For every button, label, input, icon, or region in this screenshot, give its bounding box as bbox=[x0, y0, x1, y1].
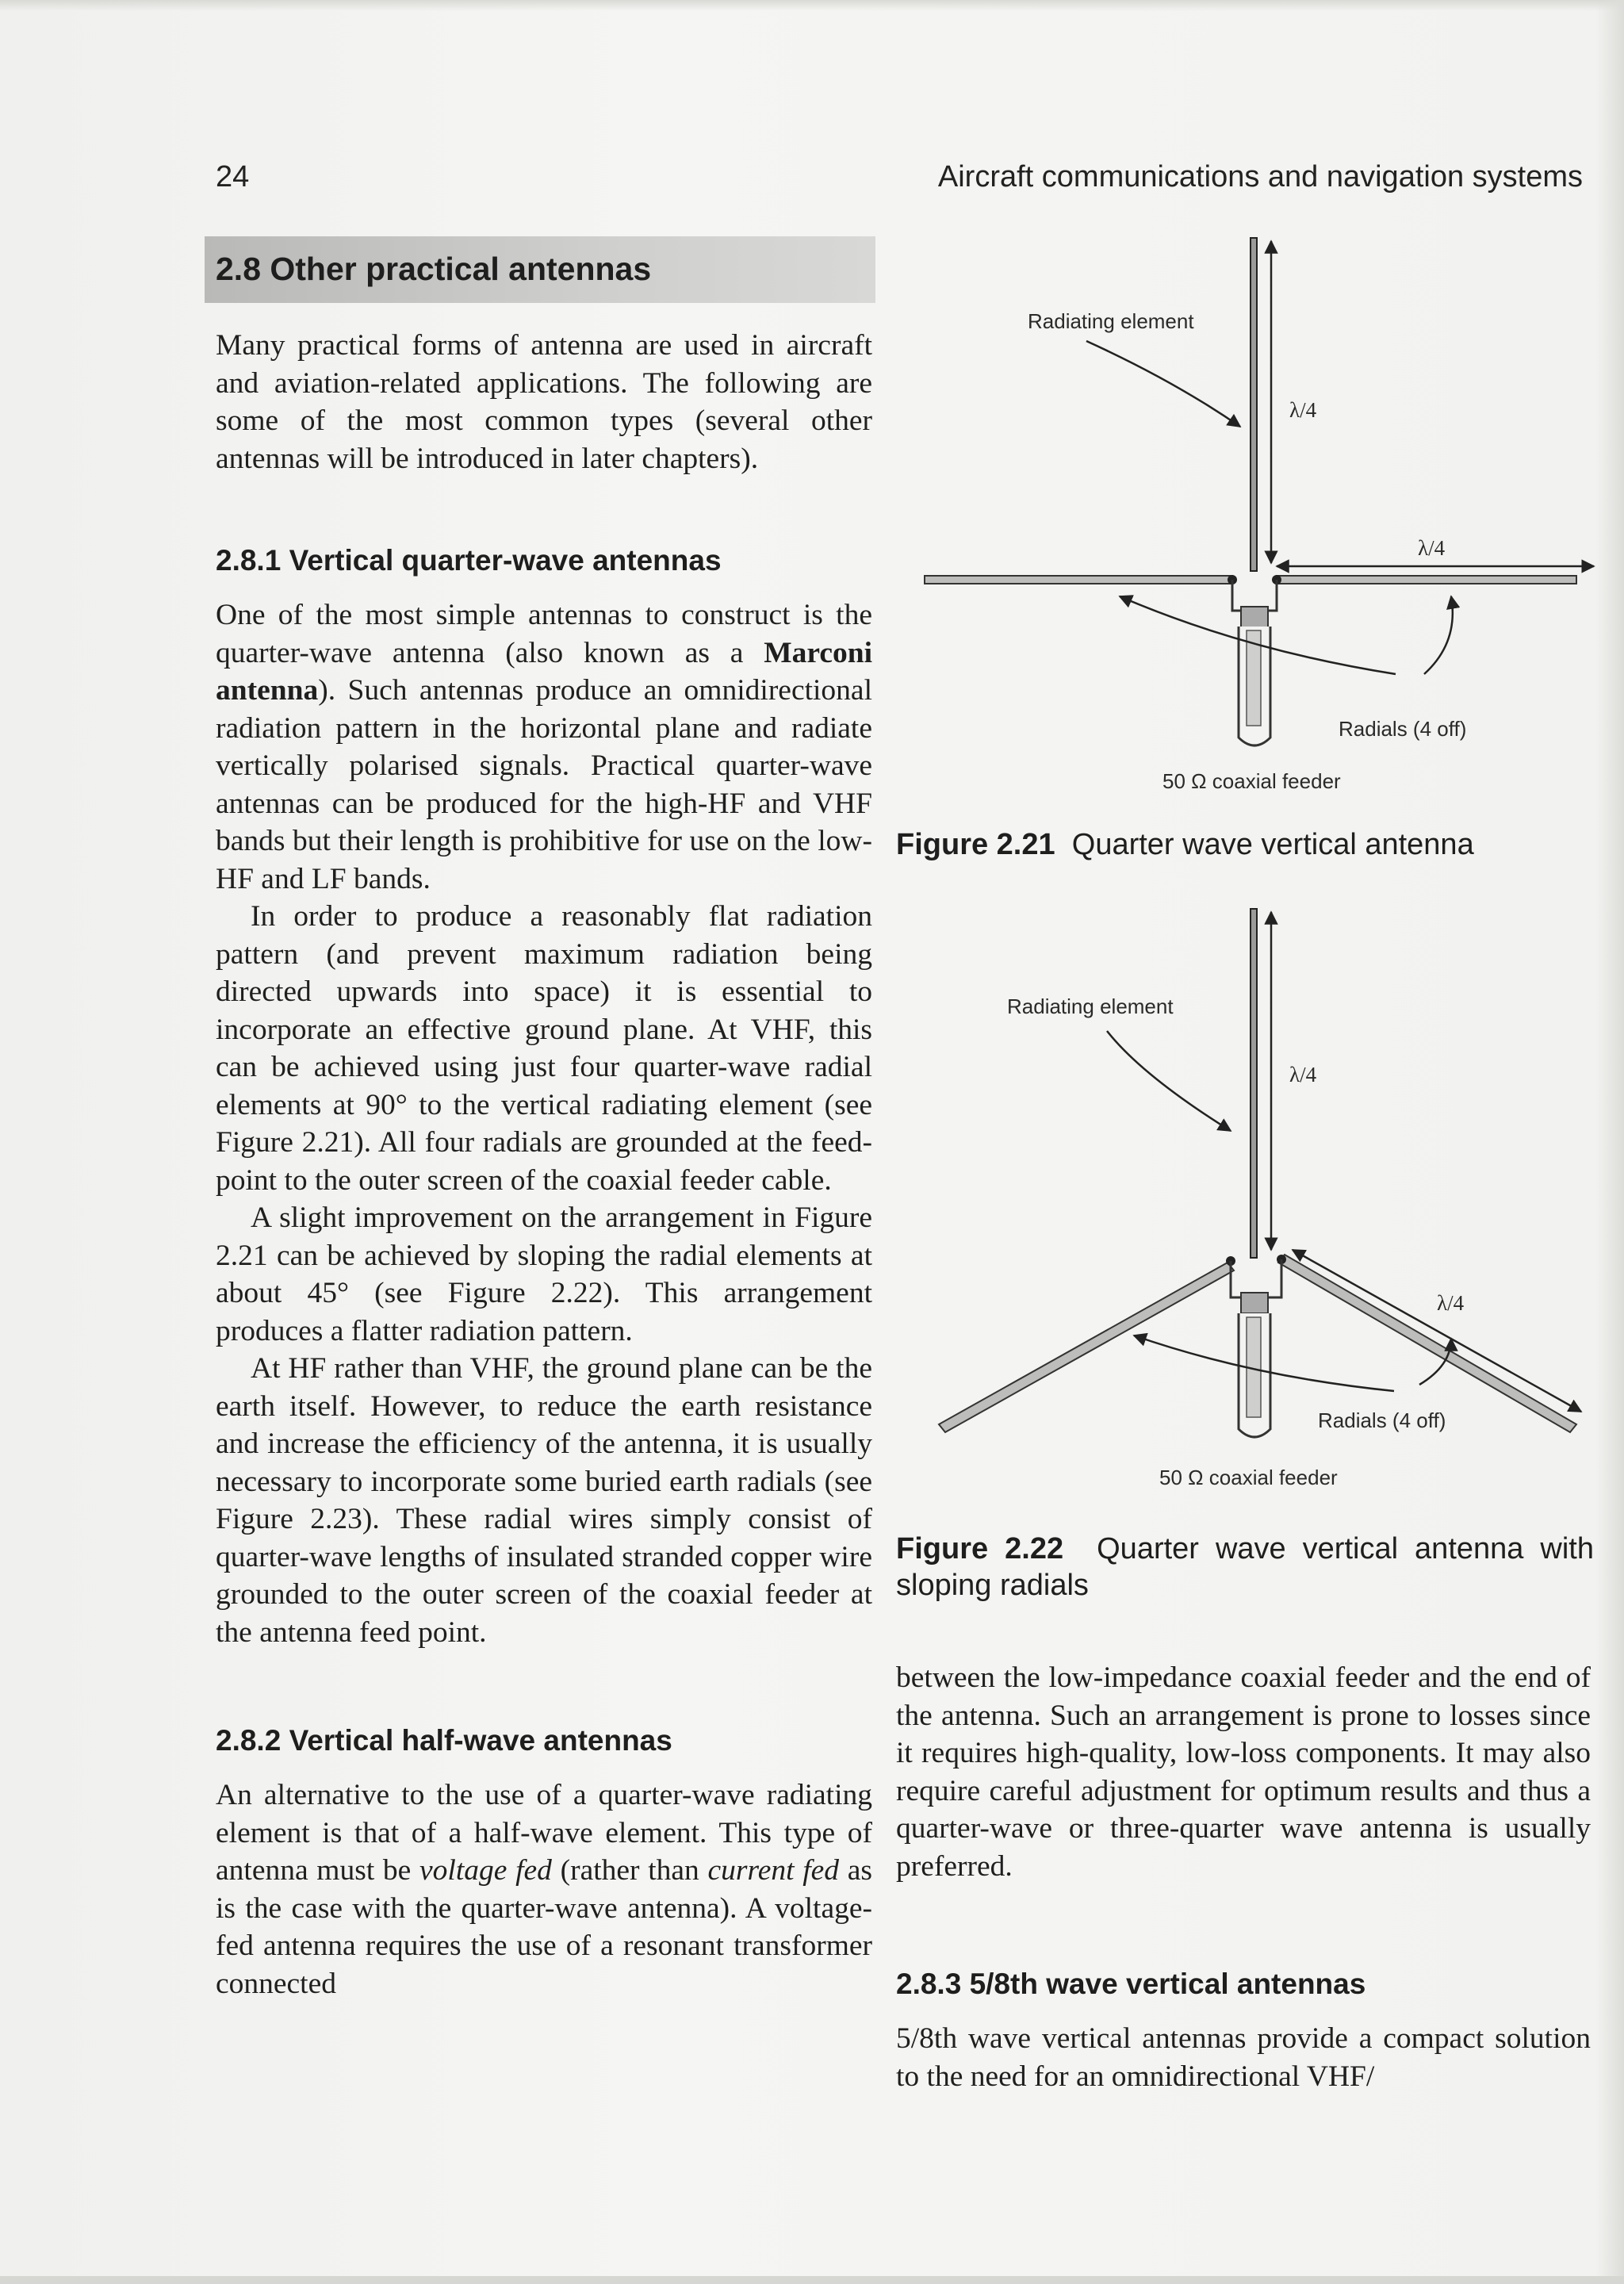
subsection-2-8-2-heading: 2.8.2 Vertical half-wave antennas bbox=[216, 1724, 672, 1757]
pointer-radials-right bbox=[1424, 596, 1453, 674]
label-lambda-radial: λ/4 bbox=[1418, 536, 1446, 560]
dimension-arrow-radial bbox=[1293, 1250, 1581, 1412]
page-top-shadow bbox=[0, 0, 1624, 11]
label-radials: Radials (4 off) bbox=[1318, 1408, 1446, 1432]
label-coaxial-feeder: 50 Ω coaxial feeder bbox=[1159, 1466, 1338, 1489]
figure-2-22-caption-text: Quarter wave vertical antenna with sloping radials bbox=[896, 1532, 1594, 1602]
text-run: as is the case with the quarter-wave antenna). A voltage-fed antenna requires the use of a resonant transformer connected bbox=[216, 1854, 872, 2000]
figure-2-22-diagram bbox=[904, 901, 1602, 1504]
running-head: Aircraft communications and navigation systems bbox=[937, 160, 1583, 194]
paragraph-sloping-radials: A slight improvement on the arrangement in Figure 2.21 can be achieved by sloping the radial elements at about 45° (see Figure 2.22). This arrangement produces a flatter radiation pattern. bbox=[216, 1201, 872, 1347]
page-bottom-edge bbox=[0, 2276, 1624, 2284]
subsection-2-8-1-heading: 2.8.1 Vertical quarter-wave antennas bbox=[216, 544, 722, 577]
vertical-radiating-element bbox=[1251, 238, 1257, 571]
section-intro-paragraph: Many practical forms of antenna are used in aircraft and aviation-related applications. The following are some of the most common types (several other antennas will be introduced in later chapters). bbox=[216, 329, 872, 475]
paragraph-half-wave-intro bbox=[216, 1776, 872, 2002]
page-number: 24 bbox=[216, 160, 250, 194]
term-current-fed: current fed bbox=[707, 1854, 840, 1887]
feed-connector bbox=[1231, 1259, 1281, 1297]
vertical-radiating-element bbox=[1251, 909, 1257, 1258]
figure-2-21-caption bbox=[896, 826, 1594, 863]
section-banner bbox=[205, 236, 875, 303]
figure-2-21-diagram bbox=[904, 230, 1602, 801]
pointer-radiating-element bbox=[1107, 1031, 1231, 1131]
text-run: ). Such antennas produce an omnidirectional radiation pattern in the horizontal plane and radiate vertically polarised signals. Practical quarter-wave antennas can be produced for the high-HF and VHF bands but their length is prohibitive for use on the low-HF and LF bands. bbox=[216, 674, 872, 895]
paragraph-quarter-wave-intro bbox=[216, 596, 872, 898]
paragraph-five-eighth-wave: 5/8th wave vertical antennas provide a compact solution to the need for an omnidirectional VHF/ bbox=[896, 2022, 1591, 2093]
figure-2-22 bbox=[904, 901, 1602, 1504]
right-column bbox=[896, 1659, 1591, 2095]
label-lambda-vertical: λ/4 bbox=[1289, 1063, 1317, 1086]
feed-point-connector bbox=[1241, 607, 1268, 627]
left-column bbox=[216, 327, 872, 2002]
pointer-radiating-element bbox=[1086, 341, 1240, 427]
paragraph-buried-radials: At HF rather than VHF, the ground plane can be the earth itself. However, to reduce the earth resistance and increase the efficiency of the antenna, it is usually necessary to incorporate some buried earth radials (see Figure 2.23). These radial wires simply consist of quarter-wave lengths of insulated stranded copper wire grounded to the outer screen of the coaxial feeder at the antenna feed point. bbox=[216, 1352, 872, 1649]
label-radiating-element: Radiating element bbox=[1028, 309, 1194, 333]
figure-2-21-caption-text: Quarter wave vertical antenna bbox=[1071, 828, 1474, 861]
figure-2-21 bbox=[904, 230, 1602, 801]
label-radiating-element: Radiating element bbox=[1007, 994, 1174, 1018]
label-coaxial-feeder: 50 Ω coaxial feeder bbox=[1162, 769, 1341, 793]
radial-left bbox=[925, 576, 1232, 584]
label-radials: Radials (4 off) bbox=[1339, 717, 1467, 741]
text-run: An alternative to the use of a quarter-wave radiating element is that of a half-wave element. This type of antenna must be bbox=[216, 1779, 872, 1887]
subsection-2-8-3-heading: 2.8.3 5/8th wave vertical antennas bbox=[896, 1968, 1366, 2000]
label-lambda-vertical: λ/4 bbox=[1289, 398, 1317, 422]
term-voltage-fed: voltage fed bbox=[419, 1854, 552, 1887]
figure-2-22-number: Figure 2.22 bbox=[896, 1532, 1064, 1565]
section-title: 2.8 Other practical antennas bbox=[216, 251, 652, 287]
figure-2-21-number: Figure 2.21 bbox=[896, 828, 1055, 861]
paragraph-ground-plane: In order to produce a reasonably flat radiation pattern (and prevent maximum radiation being directed upwards into space) it is essential to incorporate an effective ground plane. At VHF, this can be achieved using just four quarter-wave radial elements at 90° to the vertical radiating element (see Figure 2.21). All four radials are grounded at the feed-point to the outer screen of the coaxial feeder cable. bbox=[216, 900, 872, 1197]
text-run: (rather than bbox=[551, 1854, 708, 1887]
radial-left-sloping bbox=[939, 1263, 1234, 1432]
feed-point-connector bbox=[1241, 1293, 1268, 1313]
label-lambda-radial: λ/4 bbox=[1437, 1291, 1465, 1315]
paragraph-half-wave-continued: between the low-impedance coaxial feeder and the end of the antenna. Such an arrangement is prone to losses since it requires high-quality, low-loss components. It may also require careful adjustment for optimum results and thus a quarter-wave or three-quarter wave antenna is usually preferred. bbox=[896, 1661, 1591, 1883]
figure-2-22-caption bbox=[896, 1531, 1594, 1604]
radial-right bbox=[1277, 576, 1576, 584]
radial-right-sloping bbox=[1278, 1255, 1576, 1432]
text-run: One of the most simple antennas to construct is the quarter-wave antenna (also known as a bbox=[216, 599, 872, 669]
term-marconi-antenna: Marconi antenna bbox=[216, 636, 872, 707]
